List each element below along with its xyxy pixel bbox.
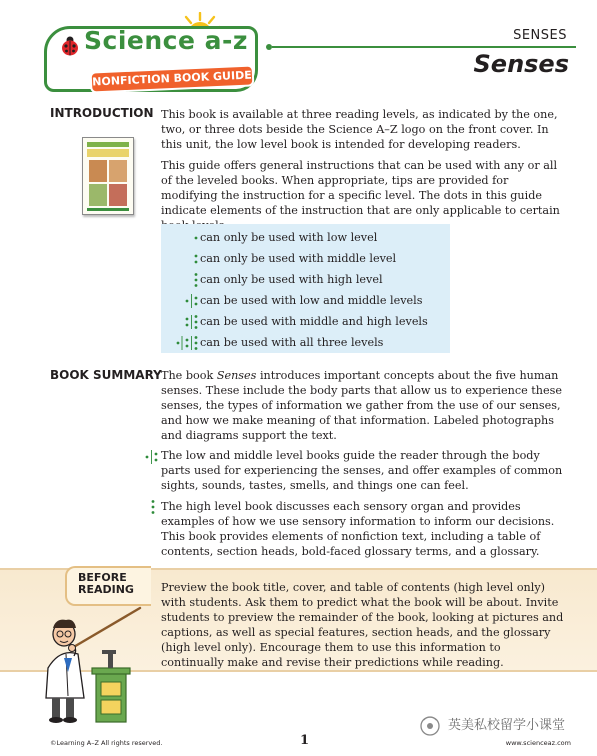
high-dots-icon bbox=[165, 269, 199, 290]
low-middle-dots-icon bbox=[139, 447, 161, 467]
middle-high-dots-icon bbox=[165, 311, 199, 332]
logo-title: Science a-z bbox=[84, 26, 248, 55]
before-reading-text: Preview the book title, cover, and table of contents (high level only) with students. Ask them to predict what the book will be about. Invite students to preview the remainder of the book, looking at pictures and captions, as well as special features, section heads, and the glossary (high level only). Encourage them to use this information to continually make and revise their predictions while reading. bbox=[161, 581, 564, 669]
key-label: can be used with low and middle levels bbox=[200, 294, 423, 307]
footer-url: www.scienceaz.com bbox=[505, 739, 571, 747]
key-label: can be used with all three levels bbox=[200, 336, 384, 349]
key-label: can only be used with high level bbox=[200, 273, 383, 286]
before-reading-heading: BEFORE READING bbox=[78, 571, 134, 596]
high-dots-icon bbox=[139, 497, 161, 517]
book-title-italic: Senses bbox=[216, 369, 257, 382]
wechat-watermark-text: 英美私校留学小课堂 bbox=[448, 718, 566, 733]
introduction-paragraph-2: This guide offers general instructions that can be used with any or all of the leveled books. When appropriate, tips are provided for modifying the instruction for a specific level. The dots in this guide indicate elements of the instruction that are only applicable to certain bbox=[161, 159, 560, 217]
page-number: 1 bbox=[300, 733, 310, 748]
topic-label: SENSES bbox=[513, 28, 567, 43]
key-row-all-levels bbox=[161, 332, 450, 353]
key-label: can be used with middle and high levels bbox=[200, 315, 428, 328]
cover-image-icon bbox=[83, 138, 133, 214]
all-levels-dots-icon bbox=[165, 332, 199, 353]
header-rule bbox=[272, 46, 576, 48]
introduction-paragraph-1: This book is available at three reading levels, as indicated by the one, two, or three dots beside the Science A–Z logo on the front cover. In this unit, the low level book is intended for developing readers. bbox=[161, 108, 558, 151]
book-summary-heading: BOOK SUMMARY bbox=[50, 368, 162, 382]
book-title: Senses bbox=[473, 50, 569, 78]
key-row-high bbox=[161, 269, 450, 290]
key-row-low-middle bbox=[161, 290, 450, 311]
science-az-logo bbox=[44, 12, 264, 90]
footer-copyright: ©Learning A–Z All rights reserved. bbox=[50, 739, 163, 747]
key-row-low bbox=[161, 227, 450, 248]
low-middle-dots-icon bbox=[165, 290, 199, 311]
introduction-heading: INTRODUCTION bbox=[50, 106, 154, 120]
book-summary-paragraph-3: The high level book discusses each sensory organ and provides examples of how we use sensory information to inform our decisions. This book provides elements of nonfiction text, including a table of contents, section heads, bold-faced glossary terms, and a glossary. bbox=[161, 500, 555, 558]
middle-dots-icon bbox=[165, 248, 199, 269]
key-label: can only be used with low level bbox=[200, 231, 378, 244]
level-dot-key bbox=[161, 224, 450, 353]
teacher-with-pointer-icon bbox=[38, 588, 142, 728]
low-dot-icon bbox=[165, 227, 199, 248]
book-cover-thumbnail bbox=[82, 137, 134, 215]
book-summary-paragraph-2: The low and middle level books guide the reader through the body parts used for experiencing the senses, and offer examples of common sights, sounds, tastes, smells, and things one can feel. bbox=[161, 449, 563, 492]
ladybug-icon bbox=[59, 35, 81, 57]
book-summary-paragraph-1: The book Senses introduces important concepts about the five human senses. These include the body parts that allow us to experience these senses, the types of information we gather from the use of our senses, and how we make meaning of that information. Labeled photographs and diagrams support the text. bbox=[161, 369, 562, 442]
key-row-middle bbox=[161, 248, 450, 269]
logo-subtitle: NONFICTION BOOK GUIDE bbox=[90, 64, 255, 93]
key-label: can only be used with middle level bbox=[200, 252, 397, 265]
key-row-middle-high bbox=[161, 311, 450, 332]
